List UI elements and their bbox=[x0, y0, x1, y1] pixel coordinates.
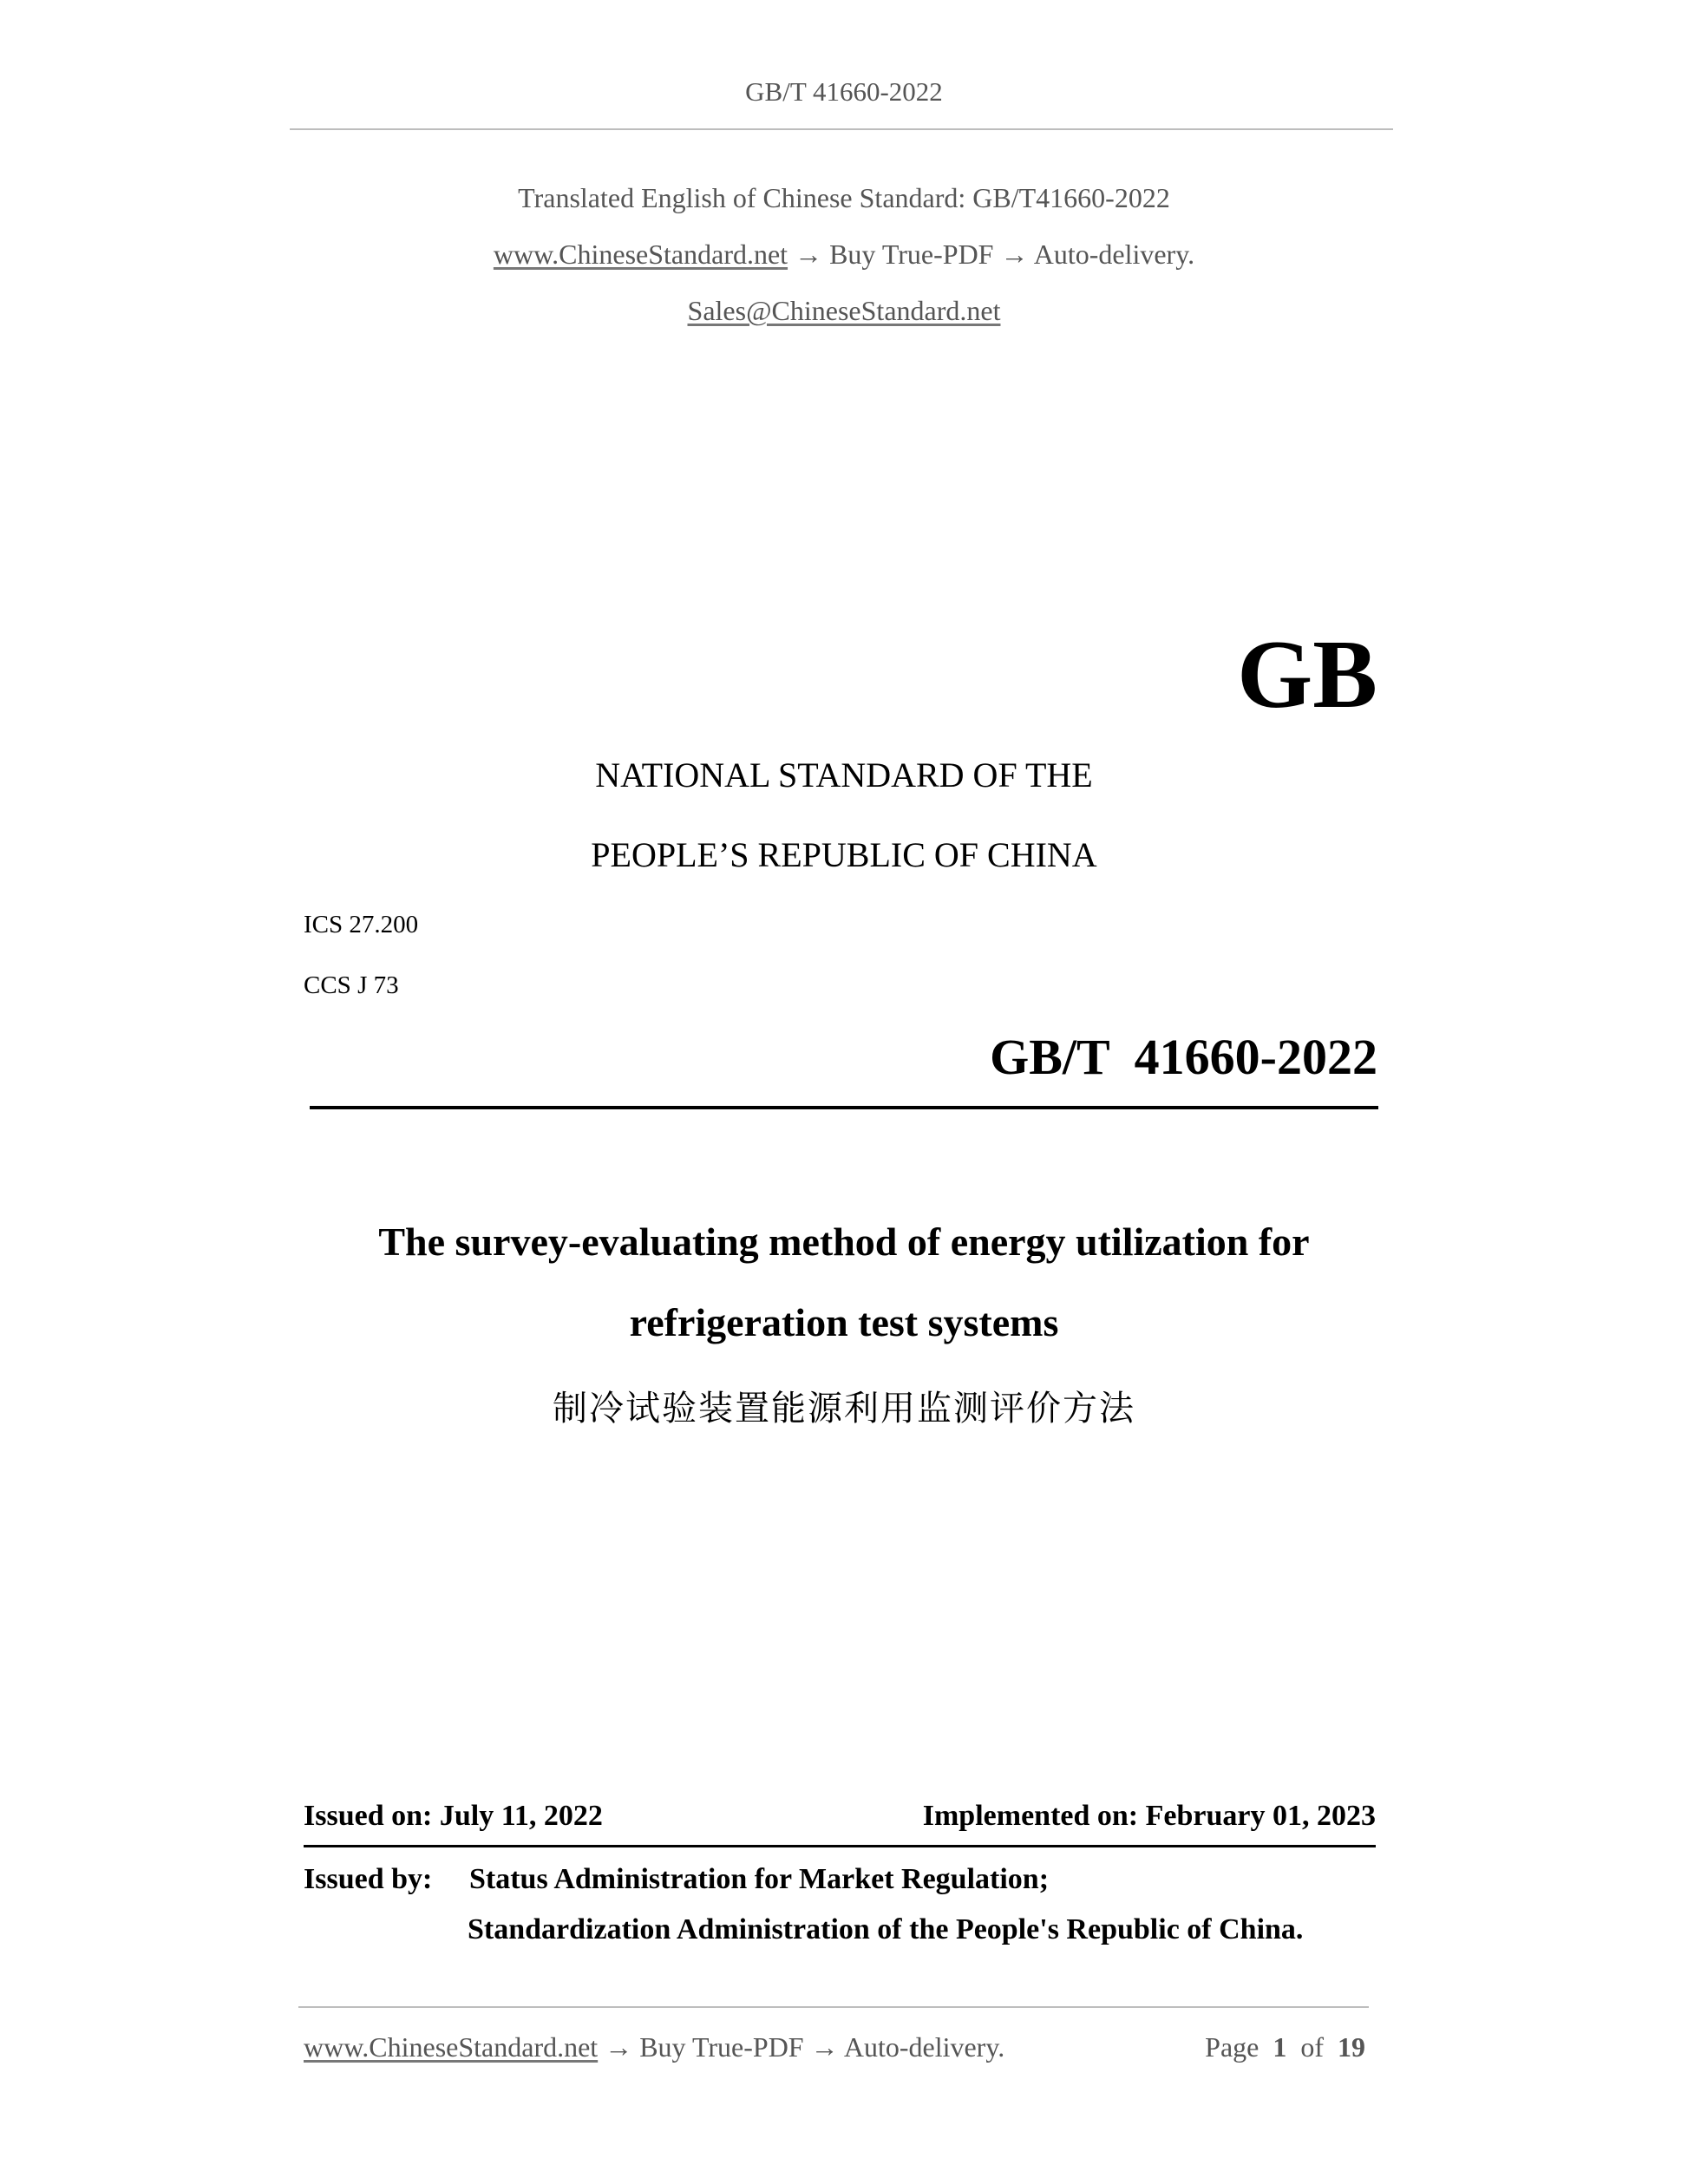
gb-logo: GB bbox=[1237, 621, 1377, 729]
ics-code: ICS 27.200 bbox=[304, 911, 419, 938]
issuer-1: Status Administration for Market Regulation; bbox=[469, 1863, 1050, 1895]
arrow-icon: → bbox=[795, 239, 823, 270]
buy-text: Buy True-PDF bbox=[829, 239, 994, 270]
arrow-icon: → bbox=[605, 2031, 633, 2063]
standard-number-rule bbox=[310, 1106, 1378, 1109]
arrow-icon: → bbox=[810, 2031, 839, 2063]
sales-email-link[interactable]: Sales@ChineseStandard.net bbox=[687, 295, 1001, 326]
footer-purchase-line bbox=[304, 2031, 1004, 2063]
dates-divider bbox=[304, 1845, 1376, 1847]
national-standard-line-1: NATIONAL STANDARD OF THE bbox=[595, 755, 1093, 794]
arrow-icon: → bbox=[1000, 239, 1029, 270]
page-number: 1 bbox=[1273, 2031, 1287, 2063]
running-header-code: GB/T 41660-2022 bbox=[745, 76, 943, 107]
footer-divider bbox=[298, 2006, 1369, 2008]
purchase-line bbox=[0, 239, 1688, 271]
title-english-line-1: The survey-evaluating method of energy utilization for bbox=[378, 1220, 1310, 1264]
site-link[interactable]: www.ChineseStandard.net bbox=[493, 239, 788, 270]
page-indicator bbox=[1205, 2031, 1365, 2063]
footer-site-link[interactable]: www.ChineseStandard.net bbox=[304, 2031, 599, 2063]
translation-note: Translated English of Chinese Standard: GB/T41660-2022 bbox=[518, 182, 1170, 213]
header-divider bbox=[290, 128, 1393, 130]
of-label: of bbox=[1300, 2031, 1324, 2063]
sales-line bbox=[0, 295, 1688, 327]
title-chinese: 制冷试验装置能源利用监测评价方法 bbox=[553, 1389, 1135, 1429]
page-label: Page bbox=[1205, 2031, 1259, 2063]
implemented-on-date: Implemented on: February 01, 2023 bbox=[922, 1800, 1376, 1832]
issuer-2: Standardization Administration of the People's Republic of China. bbox=[468, 1913, 1304, 1945]
standard-number: GB/T 41660-2022 bbox=[990, 1029, 1377, 1085]
ccs-code: CCS J 73 bbox=[304, 971, 399, 999]
issued-by-label: Issued by: bbox=[304, 1863, 433, 1895]
title-english-line-2: refrigeration test systems bbox=[629, 1300, 1059, 1344]
page-total: 19 bbox=[1338, 2031, 1365, 2063]
footer-buy-text: Buy True-PDF bbox=[639, 2031, 804, 2063]
issued-on-date: Issued on: July 11, 2022 bbox=[304, 1800, 603, 1832]
auto-delivery-text: Auto-delivery. bbox=[1033, 239, 1195, 270]
footer-auto-delivery-text: Auto-delivery. bbox=[843, 2031, 1005, 2063]
national-standard-line-2: PEOPLE’S REPUBLIC OF CHINA bbox=[591, 835, 1097, 874]
